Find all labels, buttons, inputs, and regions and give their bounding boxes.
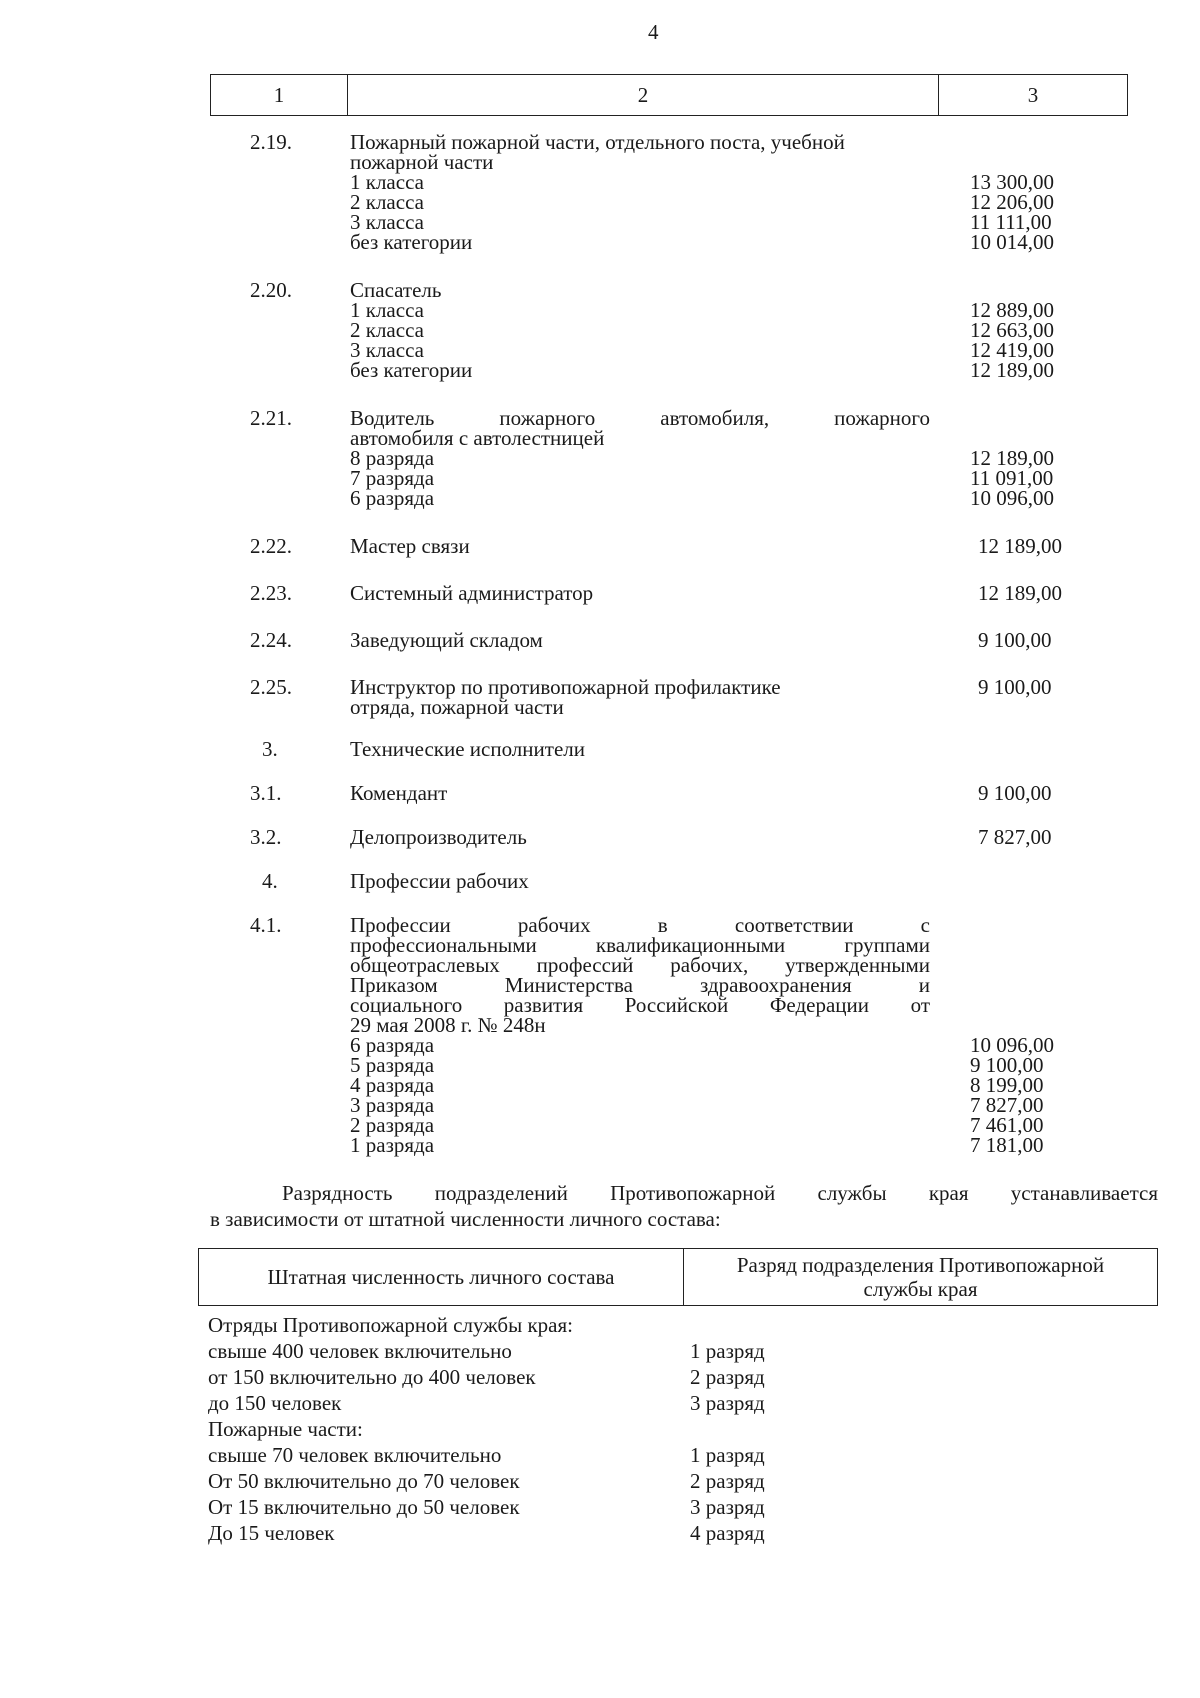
row-title <box>350 536 930 556</box>
rank-list-label: От 15 включительно до 50 человек <box>208 1495 520 1519</box>
rank-list-label: от 150 включительно до 400 человек <box>208 1365 536 1389</box>
row-title-line: Мастер связи <box>350 534 470 558</box>
row-number: 2.24. <box>250 628 292 652</box>
row-title-line: Водитель пожарного автомобиля, пожарного <box>350 406 930 430</box>
row-title-line: Делопроизводитель <box>350 825 527 849</box>
row-content <box>350 406 1054 510</box>
sub-item <box>350 212 1080 232</box>
row-title <box>350 739 930 759</box>
rank-list-item <box>208 1520 908 1546</box>
row-content <box>350 583 930 603</box>
row-title <box>350 280 930 300</box>
sub-item-value: 12 206,00 <box>970 190 1054 214</box>
row-title-line: общеотраслевых профессий рабочих, утвержденными <box>350 953 930 977</box>
rank-list-item <box>208 1390 908 1416</box>
sub-item <box>350 232 1080 252</box>
sub-item-value: 11 111,00 <box>970 210 1052 234</box>
table-row <box>0 408 1200 508</box>
column-header-2: 2 <box>348 75 939 115</box>
rank-list-item <box>208 1416 908 1442</box>
rank-list-label: Отряды Противопожарной службы края: <box>208 1313 573 1337</box>
rank-list-rank: 3 разряд <box>690 1495 765 1519</box>
row-title-line: социального развития Российской Федерации от <box>350 993 930 1017</box>
row-number: 3.1. <box>250 781 282 805</box>
table-row <box>0 280 1200 380</box>
row-title-line: Профессии рабочих в соответствии с <box>350 913 930 937</box>
sub-item <box>350 1075 1080 1095</box>
rank-list-item <box>208 1312 908 1338</box>
row-value: 7 827,00 <box>978 825 1052 849</box>
sub-item-label: 6 разряда <box>350 1033 435 1057</box>
rank-list-item <box>208 1494 908 1520</box>
row-title-line: пожарной части <box>350 150 494 174</box>
row-content <box>350 871 930 891</box>
sub-item <box>350 1135 1080 1155</box>
sub-item <box>350 320 1080 340</box>
row-number: 3.2. <box>250 825 282 849</box>
row-value: 12 189,00 <box>978 534 1062 558</box>
sub-item-label: 2 класса <box>350 190 424 214</box>
table-row <box>0 536 1200 556</box>
sub-item-value: 9 100,00 <box>970 1053 1044 1077</box>
row-title-line: Заведующий складом <box>350 628 543 652</box>
sub-item-value: 7 461,00 <box>970 1113 1044 1137</box>
rank-list-rank: 3 разряд <box>690 1391 765 1415</box>
row-title-line: профессиональными квалификационными группами <box>350 933 930 957</box>
row-title-line: Профессии рабочих <box>350 869 529 893</box>
row-title-line: Технические исполнители <box>350 737 585 761</box>
sub-item-label: 2 класса <box>350 318 424 342</box>
paragraph-line-1: Разрядность подразделений Противопожарной службы края устанавливается <box>282 1181 1158 1205</box>
row-content <box>350 783 930 803</box>
row-value: 12 189,00 <box>978 581 1062 605</box>
column-header-table <box>210 74 1128 116</box>
sub-item-value: 11 091,00 <box>970 466 1054 490</box>
row-number: 2.21. <box>250 406 292 430</box>
rank-list-item <box>208 1338 908 1364</box>
sub-item-value: 7 827,00 <box>970 1093 1044 1117</box>
row-title <box>350 915 930 1035</box>
table-row <box>0 915 1200 1155</box>
rank-list-label: свыше 400 человек включительно <box>208 1339 512 1363</box>
sub-item-label: 7 разряда <box>350 466 435 490</box>
rank-list-item <box>208 1468 908 1494</box>
row-number: 4.1. <box>250 913 282 937</box>
table-row <box>0 583 1200 603</box>
row-title-line: Пожарный пожарной части, отдельного поста, учебной <box>350 130 845 154</box>
sub-item-label: 8 разряда <box>350 446 435 470</box>
row-number: 2.22. <box>250 534 292 558</box>
sub-item-value: 12 189,00 <box>970 358 1054 382</box>
table-row <box>0 871 1200 891</box>
sub-item <box>350 448 1080 468</box>
row-title-line: Приказом Министерства здравоохранения и <box>350 973 930 997</box>
row-title <box>350 583 930 603</box>
sub-item <box>350 192 1080 212</box>
row-title <box>350 827 930 847</box>
table-row <box>0 132 1200 252</box>
row-title <box>350 132 930 172</box>
table-row <box>0 677 1200 717</box>
row-title-line: 29 мая 2008 г. № 248н <box>350 1013 546 1037</box>
row-title-line: Инструктор по противопожарной профилактике <box>350 675 781 699</box>
sub-item <box>350 1035 1080 1055</box>
rank-list-label: От 50 включительно до 70 человек <box>208 1469 520 1493</box>
row-title <box>350 408 930 448</box>
rank-list-rank: 4 разряд <box>690 1521 765 1545</box>
sub-item-value: 10 014,00 <box>970 230 1054 254</box>
rank-table-header <box>198 1248 1158 1306</box>
row-number: 2.25. <box>250 675 292 699</box>
row-title <box>350 677 930 717</box>
sub-item-label: 4 разряда <box>350 1073 435 1097</box>
sub-item-value: 12 889,00 <box>970 298 1054 322</box>
row-number: 4. <box>262 869 278 893</box>
row-title-line: Спасатель <box>350 278 442 302</box>
sub-item-value: 7 181,00 <box>970 1133 1044 1157</box>
row-title-line: отряда, пожарной части <box>350 695 564 719</box>
sub-item-label: без категории <box>350 230 473 254</box>
sub-item <box>350 300 1080 320</box>
row-number: 2.19. <box>250 130 292 154</box>
sub-item-value: 12 663,00 <box>970 318 1054 342</box>
row-title-line: Системный администратор <box>350 581 594 605</box>
sub-item <box>350 1055 1080 1075</box>
row-title <box>350 871 930 891</box>
sub-item-label: 3 разряда <box>350 1093 435 1117</box>
sub-item-label: 2 разряда <box>350 1113 435 1137</box>
row-value: 9 100,00 <box>978 781 1052 805</box>
sub-item-value: 10 096,00 <box>970 1033 1054 1057</box>
rank-paragraph <box>210 1180 1158 1232</box>
rank-list-rank: 1 разряд <box>690 1339 765 1363</box>
paragraph-line-2: в зависимости от штатной численности личного состава: <box>210 1207 721 1231</box>
row-value: 9 100,00 <box>978 675 1052 699</box>
row-number: 2.20. <box>250 278 292 302</box>
sub-item-label: 3 класса <box>350 210 424 234</box>
row-content <box>350 827 930 847</box>
column-header-3: 3 <box>1027 83 1039 107</box>
rank-list-rank: 2 разряд <box>690 1365 765 1389</box>
row-number: 3. <box>262 737 278 761</box>
sub-item <box>350 360 1080 380</box>
row-content <box>350 278 1054 382</box>
rank-list-label: Пожарные части: <box>208 1417 363 1441</box>
row-content <box>350 536 930 556</box>
rank-list-label: До 15 человек <box>208 1521 335 1545</box>
sub-item-value: 8 199,00 <box>970 1073 1044 1097</box>
row-title <box>350 630 930 650</box>
column-header-1: 1 <box>211 75 348 115</box>
page-number: 4 <box>648 20 659 44</box>
sub-item-label: 5 разряда <box>350 1053 435 1077</box>
rank-list <box>208 1312 908 1546</box>
rank-table-header-right-line-2: службы края <box>863 1277 978 1301</box>
sub-item-label: 1 класса <box>350 298 424 322</box>
sub-item <box>350 172 1080 192</box>
table-row <box>0 827 1200 847</box>
row-value: 9 100,00 <box>978 628 1052 652</box>
row-title <box>350 783 930 803</box>
row-content <box>350 130 1054 254</box>
row-title-line: автомобиля с автолестницей <box>350 426 605 450</box>
rank-list-label: до 150 человек <box>208 1391 342 1415</box>
row-content <box>350 913 1054 1157</box>
sub-item <box>350 468 1080 488</box>
table-row <box>0 739 1200 759</box>
sub-item <box>350 1115 1080 1135</box>
rank-table-header-left: Штатная численность личного состава <box>199 1249 684 1305</box>
sub-item-value: 10 096,00 <box>970 486 1054 510</box>
rank-table-header-right <box>684 1249 1157 1305</box>
rank-table-header-right-line-1: Разряд подразделения Противопожарной <box>736 1253 1105 1277</box>
row-title-line: Комендант <box>350 781 448 805</box>
sub-item-label: 1 класса <box>350 170 424 194</box>
sub-item-label: 3 класса <box>350 338 424 362</box>
rank-list-rank: 2 разряд <box>690 1469 765 1493</box>
salary-rows <box>0 132 1200 1179</box>
sub-item-value: 12 189,00 <box>970 446 1054 470</box>
sub-item-label: 6 разряда <box>350 486 435 510</box>
rank-list-item <box>208 1364 908 1390</box>
sub-item <box>350 488 1080 508</box>
sub-item-label: без категории <box>350 358 473 382</box>
sub-item-value: 13 300,00 <box>970 170 1054 194</box>
row-content <box>350 677 930 717</box>
sub-item-value: 12 419,00 <box>970 338 1054 362</box>
table-row <box>0 630 1200 650</box>
row-content <box>350 630 930 650</box>
sub-item <box>350 340 1080 360</box>
rank-list-label: свыше 70 человек включительно <box>208 1443 502 1467</box>
sub-item <box>350 1095 1080 1115</box>
row-number: 2.23. <box>250 581 292 605</box>
sub-item-label: 1 разряда <box>350 1133 435 1157</box>
row-content <box>350 739 930 759</box>
table-row <box>0 783 1200 803</box>
rank-list-rank: 1 разряд <box>690 1443 765 1467</box>
rank-list-item <box>208 1442 908 1468</box>
